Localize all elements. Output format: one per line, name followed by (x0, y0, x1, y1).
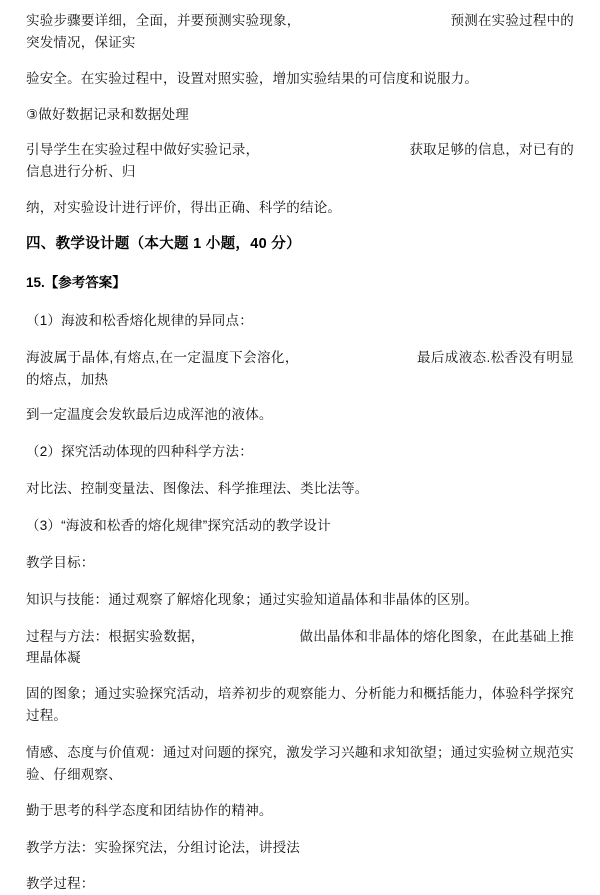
paragraph-4 (26, 139, 574, 183)
paragraph-1-segment-a: 实验步骤要详细，全面，并要预测实验现象， (26, 13, 301, 28)
paragraph-5: 纳，对实验设计进行评价，得出正确、科学的结论。 (26, 200, 342, 216)
item-1-body-segment-a: 海波属于晶体,有熔点,在一定温度下会溶化， (26, 349, 299, 365)
item-2-body: 对比法、控制变量法、图像法、科学推理法、类比法等。 (26, 481, 369, 497)
paragraph-1 (26, 10, 574, 54)
teaching-method: 教学方法：实验探究法，分组讨论法，讲授法 (26, 839, 300, 855)
paragraph-4-segment-a: 引导学生在实验过程中做好实验记录， (26, 142, 260, 158)
answer-label: 15.【参考答案】 (26, 275, 126, 291)
teaching-process-segment-a: 过程与方法：根据实验数据， (26, 628, 205, 644)
paragraph-2: 验安全。在实验过程中，设置对照实验，增加实验结果的可信度和说服力。 (26, 70, 479, 86)
teaching-process-method (26, 626, 574, 670)
item-2-title: （2）探究活动体现的四种科学方法： (26, 444, 253, 460)
item-1-title: （1）海波和松香熔化规律的异同点： (26, 312, 253, 328)
teaching-knowledge-skills: 知识与技能：通过观察了解熔化现象；通过实验知道晶体和非晶体的区别。 (26, 591, 479, 607)
teaching-emotion-continued: 勤于思考的科学态度和团结协作的精神。 (26, 802, 273, 818)
teaching-process-continued: 固的图象；通过实验探究活动，培养初步的观察能力、分析能力和概括能力，体验科学探究过程。 (26, 686, 574, 724)
item-3-title: （3）“海波和松香的熔化规律”探究活动的教学设计 (26, 517, 331, 533)
paragraph-3: ③做好数据记录和数据处理 (26, 106, 190, 122)
item-1-body-segment-b: 最后成液态.松香没有明显的熔点，加热 (26, 349, 574, 387)
teaching-emotion-attitude: 情感、态度与价值观：通过对问题的探究，激发学习兴趣和求知欲望；通过实验树立规范实验、仔细观察、 (26, 744, 574, 782)
paragraph-4-segment-b: 获取足够的信息，对已有的信息进行分析、归 (26, 142, 574, 180)
teaching-goal-label: 教学目标： (26, 554, 95, 570)
teaching-process-segment-b: 做出晶体和非晶体的熔化图象，在此基础上推理晶体凝 (26, 628, 574, 666)
teaching-process-title: 教学过程： (26, 876, 95, 892)
section-heading: 四、教学设计题（本大题 1 小题，40 分） (26, 236, 301, 253)
paragraph-1-segment-b: 预测在实验过程中的突发情况，保证实 (26, 13, 574, 50)
item-1-body-continued: 到一定温度会发软最后边成浑池的液体。 (26, 407, 273, 423)
item-1-body (26, 347, 574, 391)
